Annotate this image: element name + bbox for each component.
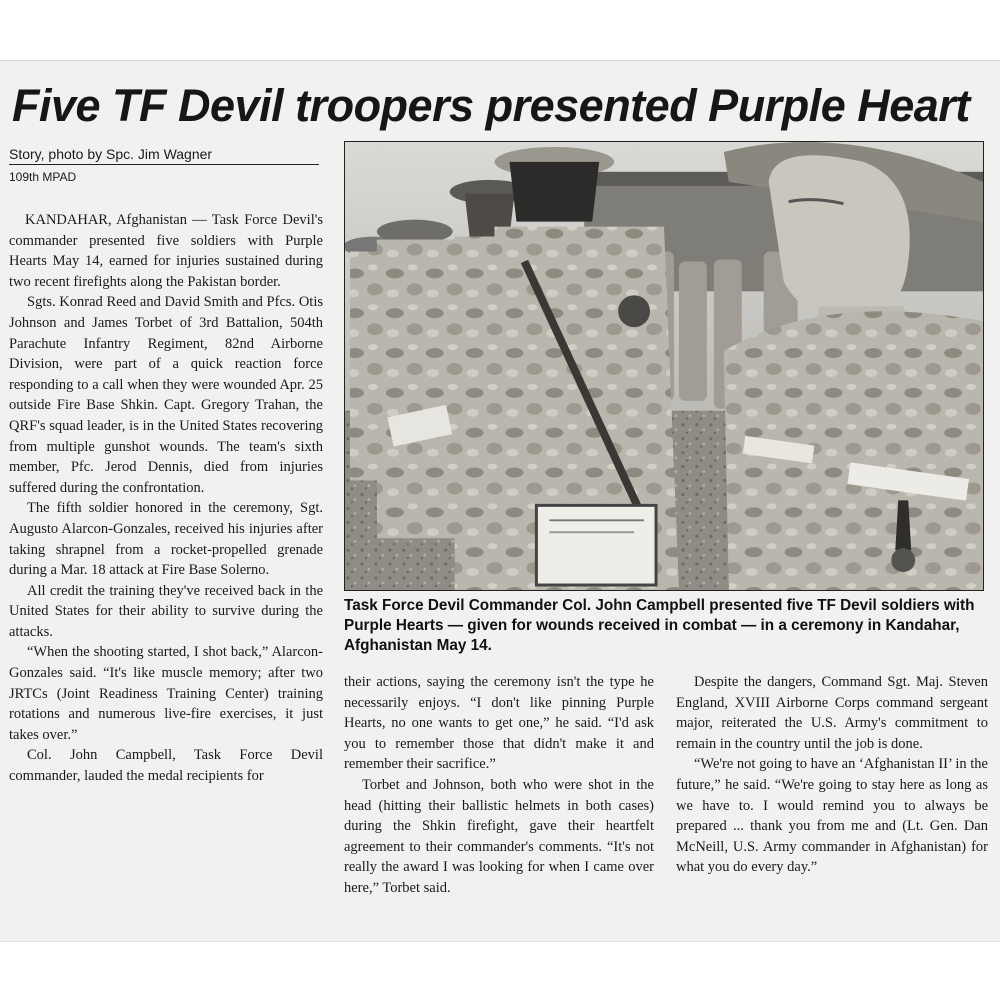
paragraph: their actions, saying the ceremony isn't the type he necessarily enjoys. “I don't like pinning Purple Hearts, no one wants to get one,” he said. “I'd ask you to remember those that didn't make it and remember their sacrifice.”: [344, 674, 654, 773]
ceremony-photo: [344, 141, 984, 591]
photo-caption: Task Force Devil Commander Col. John Campbell presented five TF Devil soldiers with Purple Hearts — given for wounds received in combat — in a ceremony in Kandahar, Afghanistan May 14.: [344, 597, 975, 654]
paragraph: “We're not going to have an ‘Afghanistan II’ in the future,” he said. “We're going to stay here as long as we have to. I would remind you to always be prepared ... thank you from me and (Lt. Gen. Dan McNeill, U.S. Army commander in Afghanistan) for what you do every day.”: [676, 756, 988, 876]
paragraph: KANDAHAR, Afghanistan — Task Force Devil's commander presented five soldiers with Purple Hearts May 14, earned for injuries sustained during two recent firefights along the Pakistan border.: [9, 212, 323, 290]
byline: Story, photo by Spc. Jim Wagner: [9, 146, 319, 165]
article-column-1: [9, 210, 323, 787]
headline: Five TF Devil troopers presented Purple Heart: [12, 80, 970, 131]
paragraph: “When the shooting started, I shot back,” Alarcon-Gonzales said. “It's like muscle memory; after two JRTCs (Joint Readiness Training Center) training rotations and numerous live-fire exercises, it just takes over.”: [9, 644, 323, 743]
paragraph: Despite the dangers, Command Sgt. Maj. Steven England, XVIII Airborne Corps command sergeant major, reiterated the U.S. Army's commitment to remain in the country until the job is done.: [676, 674, 988, 752]
paragraph: Col. John Campbell, Task Force Devil commander, lauded the medal recipients for: [9, 747, 323, 785]
paragraph: Torbet and Johnson, both who were shot in the head (hitting their ballistic helmets in both cases) during the Shkin firefight, gave their heartfelt agreement to their commander's comments. “It's not really the award I was looking for when I came over here,” Torbet said.: [344, 776, 654, 896]
article-column-3: [676, 672, 988, 878]
paragraph: All credit the training they've received back in the United States for their ability to survive during the attacks.: [9, 582, 323, 640]
article-column-2: [344, 672, 654, 899]
paragraph: Sgts. Konrad Reed and David Smith and Pfcs. Otis Johnson and James Torbet of 3rd Battalion, 504th Parachute Infantry Regiment, 82nd Airborne Division, were part of a quick reaction force responding to a call when they were wounded Apr. 25 outside Fire Base Shkin. Capt. Gregory Trahan, the QRF's squad leader, is in the United States recovering from multiple gunshot wounds. The team's sixth member, Pfc. Jerod Dennis, died from injuries suffered during the confrontation.: [9, 294, 323, 496]
byline-organization: 109th MPAD: [9, 170, 77, 184]
soldiers-photo-illustration: [345, 142, 983, 590]
paragraph: The fifth soldier honored in the ceremony, Sgt. Augusto Alarcon-Gonzales, received his injuries after taking shrapnel from a rocket-propelled grenade during a Mar. 18 attack at Fire Base Solerno.: [9, 500, 323, 579]
